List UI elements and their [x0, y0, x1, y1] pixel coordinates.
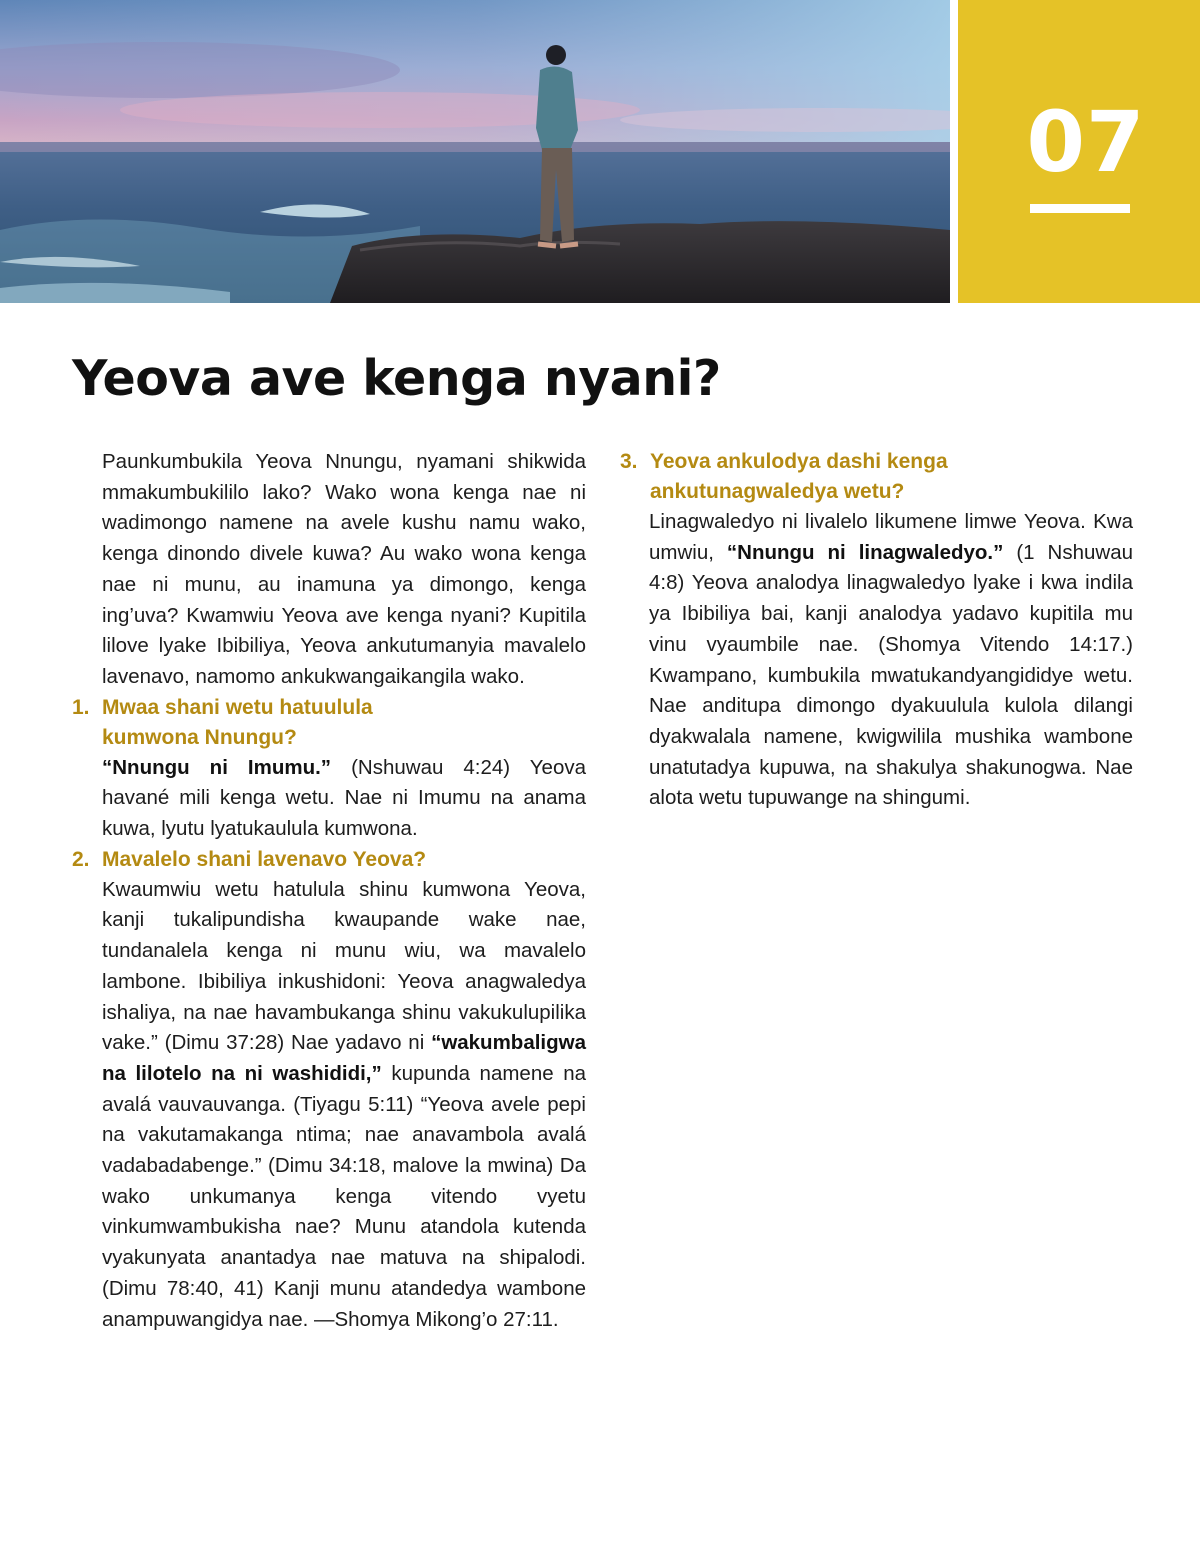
question-1-line2: kumwona Nnungu?: [102, 725, 297, 749]
right-column: [620, 447, 1133, 814]
answer-2-paragraph: [72, 875, 586, 1336]
answer-2-text-b: kupunda namene na avalá vauvauvanga. (Tiyagu 5:11) “Yeova avele pepi na vakutamakanga ntima; nae anavambola avalá vadabadabenge.” (Dimu 34:18, malove la mwina) Da wako unkumanya kenga vitendo vyetu vinkumwambukisha nae? Munu atandola kutenda vyakunyata anantadya nae matuva na shipalodi. (Dimu 78:40, 41) Kanji munu atandedya wambone anampuwangidya nae. —Shomya Mikong’o 27:11.: [102, 1061, 586, 1331]
answer-3-paragraph: [620, 507, 1133, 814]
chapter-underline: [1030, 204, 1130, 213]
page-title: Yeova ave kenga nyani?: [72, 350, 721, 407]
intro-paragraph: Paunkumbukila Yeova Nnungu, nyamani shikwida mmakumbukililo lako? Wako wona kenga nae ni wadimongo namene na avele kushu namu wako, kenga dinondo divele kuwa? Au wako wona kenga nae ni munu, au inamuna ya dimongo, kenga ing’uva? Kwamwiu Yeova ave kenga nyani? Kupitila lilove lyake Ibibiliya, Yeova ankutumanyia mavalelo lavenavo, namomo ankukwangaikangila wako.: [102, 450, 586, 688]
question-2: [72, 845, 586, 875]
question-3-number: 3.: [620, 450, 638, 473]
seascape-illustration: [0, 0, 950, 303]
answer-1-paragraph: [72, 753, 586, 845]
question-3-line2: ankutunagwaledya wetu?: [650, 480, 905, 503]
question-1-number: 1.: [72, 695, 90, 719]
answer-2-text-a: Kwaumwiu wetu hatulula shinu kumwona Yeova, kanji tukalipundisha kwaupande wake nae, tundanalela kenga ni munu wiu, wa mavalelo lambone. Ibibiliya inkushidoni: Yeova anagwaledya ishaliya, na nae havambukanga shinu vakukulupilika vake.” (Dimu 37:28) Nae yadavo ni: [102, 877, 586, 1055]
answer-3-text-a: Linagwaledyo ni livalelo likumene limwe Yeova. Kwa umwiu,: [649, 510, 1133, 564]
question-1: [72, 693, 586, 753]
answer-1-text: (Nshuwau 4:24) Yeova havané mili kenga wetu. Nae ni Imumu na anama kuwa, lyutu lyatukaulula kumwona.: [102, 755, 586, 841]
question-2-number: 2.: [72, 847, 90, 871]
answer-1-quote: “Nnungu ni Imumu.”: [102, 755, 332, 779]
answer-3-quote: “Nnungu ni linagwaledyo.”: [726, 540, 1004, 564]
chapter-number-box: [958, 0, 1200, 303]
answer-2-quote: “wakumbaligwa na lilotelo na ni washididi,”: [102, 1031, 586, 1085]
left-column: [72, 447, 586, 1335]
hero-photo: [0, 0, 950, 303]
chapter-number: 07: [1026, 93, 1146, 191]
question-3-line1: Yeova ankulodya dashi kenga: [650, 450, 948, 473]
question-2-line1: Mavalelo shani lavenavo Yeova?: [102, 847, 427, 871]
answer-3-text-b: (1 Nshuwau 4:8) Yeova analodya linagwaledyo lyake i kwa indila ya Ibibiliya bai, kanji analodya yadavo kupitila mu vinu vyaumbile nae. (Shomya Vitendo 14:17.) Kwampano, kumbukila mwatukandyangididye wetu. Nae anditupa dimongo dyakuulula kulola dilangi dyakwalala namene, kwigwilila mushika wambone unatutadya kupuwa, na shakulya shakunogwa. Nae alota wetu tupuwange na shingumi.: [649, 540, 1133, 810]
question-3: [620, 447, 1133, 507]
question-1-line1: Mwaa shani wetu hatuulula: [102, 695, 373, 719]
